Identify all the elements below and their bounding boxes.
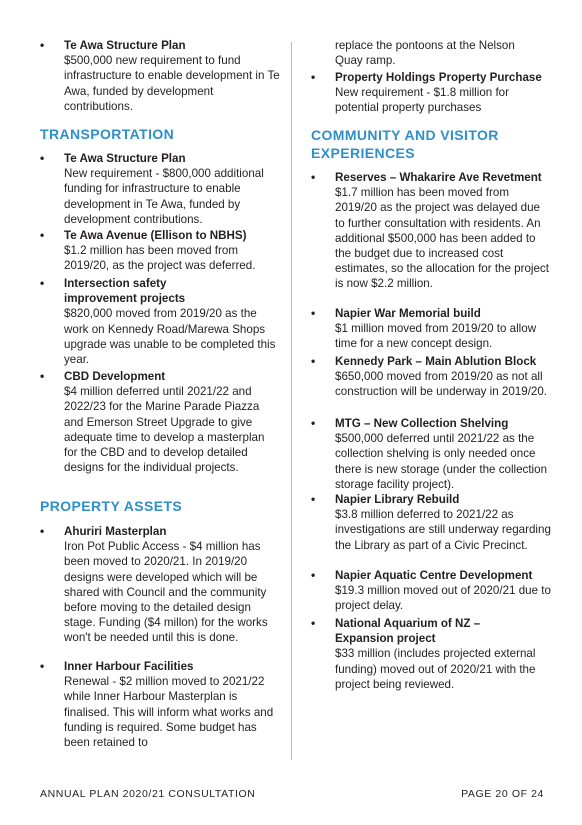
list-item — [311, 170, 551, 292]
item-description: $500,000 new requirement to fund infrastructure to enable development in Te Awa, funded by development contributions. — [64, 54, 280, 113]
bullet-icon: • — [311, 70, 316, 84]
list-item — [311, 354, 551, 400]
item-title: Te Awa Structure Plan — [64, 39, 186, 52]
section-heading-community-visitor: COMMUNITY AND VISITOR EXPERIENCES — [311, 127, 499, 161]
item-title: MTG – New Collection Shelving — [335, 417, 509, 430]
item-title: Te Awa Structure Plan — [64, 152, 186, 165]
list-item — [40, 38, 280, 114]
item-title: Inner Harbour Facilities — [64, 660, 194, 673]
bullet-icon: • — [311, 416, 316, 430]
item-title: Ahuriri Masterplan — [64, 525, 167, 538]
list-item — [40, 151, 280, 227]
list-item — [311, 492, 551, 553]
item-title: CBD Development — [64, 370, 166, 383]
item-title: Kennedy Park – Main Ablution Block — [335, 355, 537, 368]
item-description: $500,000 deferred until 2021/22 as the collection shelving is only needed once there is new storage (under the collection storage facility project). — [335, 432, 548, 491]
item-title: Napier Library Rebuild — [335, 493, 460, 506]
continued-text: replace the pontoons at the Nelson Quay ramp. — [335, 39, 515, 68]
item-description: $1.7 million has been moved from 2019/20 as the project was delayed due to further consultation with residents. An additional $500,000 has been added to the budget due to increased cost estimates, so the allocation for the project is now $2.2 million. — [335, 186, 549, 291]
list-item — [40, 659, 280, 750]
bullet-icon: • — [40, 659, 45, 673]
bullet-icon: • — [40, 524, 45, 538]
bullet-icon: • — [40, 276, 45, 290]
item-title: National Aquarium of NZ – Expansion project — [335, 617, 481, 646]
item-description: $19.3 million moved out of 2020/21 due to project delay. — [335, 584, 551, 613]
item-description: $4 million deferred until 2021/22 and 2022/23 for the Marine Parade Piazza and Emerson Street Upgrade to give adequate time to develop a masterplan for the CBD and to develop detailed designs for the individual projects. — [64, 385, 265, 475]
bullet-icon: • — [40, 228, 45, 242]
list-item — [40, 369, 280, 475]
bullet-icon: • — [40, 369, 45, 383]
bullet-icon: • — [311, 616, 316, 630]
list-item — [40, 276, 280, 367]
list-item — [311, 568, 551, 614]
item-description: $1 million moved from 2019/20 to allow time for a new concept design. — [335, 322, 537, 351]
item-description: New requirement - $1.8 million for potential property purchases — [335, 86, 509, 115]
item-title: Te Awa Avenue (Ellison to NBHS) — [64, 229, 247, 242]
item-description: $3.8 million deferred to 2021/22 as investigations are still underway regarding the Library as part of a Civic Precinct. — [335, 508, 551, 552]
section-heading-property-assets: PROPERTY ASSETS — [40, 498, 183, 514]
bullet-icon: • — [311, 354, 316, 368]
item-description: $820,000 moved from 2019/20 as the work on Kennedy Road/Marewa Shops upgrade was unable to be completed this year. — [64, 307, 276, 367]
footer-document-title: ANNUAL PLAN 2020/21 CONSULTATION — [40, 788, 256, 800]
item-title: Napier Aquatic Centre Development — [335, 569, 533, 582]
item-title: Napier War Memorial build — [335, 307, 481, 320]
bullet-icon: • — [311, 170, 316, 184]
bullet-icon: • — [40, 151, 45, 165]
list-item — [311, 70, 551, 116]
item-description: $650,000 moved from 2019/20 as not all construction will be underway in 2019/20. — [335, 370, 548, 399]
item-title: Intersection safety improvement projects — [64, 277, 186, 306]
bullet-icon: • — [311, 492, 316, 506]
bullet-icon: • — [311, 568, 316, 582]
bullet-icon: • — [311, 306, 316, 320]
section-heading-transportation: TRANSPORTATION — [40, 126, 175, 142]
item-title: Reserves – Whakarire Ave Revetment — [335, 171, 542, 184]
list-item — [40, 228, 280, 274]
list-item — [311, 616, 551, 692]
list-item — [311, 416, 551, 492]
list-item — [40, 524, 280, 646]
item-description: $1.2 million has been moved from 2019/20, as the project was deferred. — [64, 244, 256, 273]
column-divider — [291, 42, 292, 760]
item-description: Renewal - $2 million moved to 2021/22 while Inner Harbour Masterplan is finalised. This will inform what works and funding is required. Some budget has been retained to — [64, 675, 274, 750]
bullet-icon: • — [40, 38, 45, 52]
item-description: New requirement - $800,000 additional funding for infrastructure to enable development in Te Awa, funded by development contributions. — [64, 167, 264, 226]
list-item — [311, 306, 551, 352]
item-description: $33 million (includes projected external funding) moved out of 2020/21 with the project being reviewed. — [335, 647, 536, 691]
item-description: Iron Pot Public Access - $4 million has been moved to 2020/21. In 2019/20 designs were developed which will be shared with Council and the community before moving to the detailed design stage. Funding ($4 millon) for the works won't be needed until this is done. — [64, 540, 268, 645]
footer-page-number: PAGE 20 OF 24 — [461, 788, 544, 800]
item-title: Property Holdings Property Purchase — [335, 71, 542, 84]
